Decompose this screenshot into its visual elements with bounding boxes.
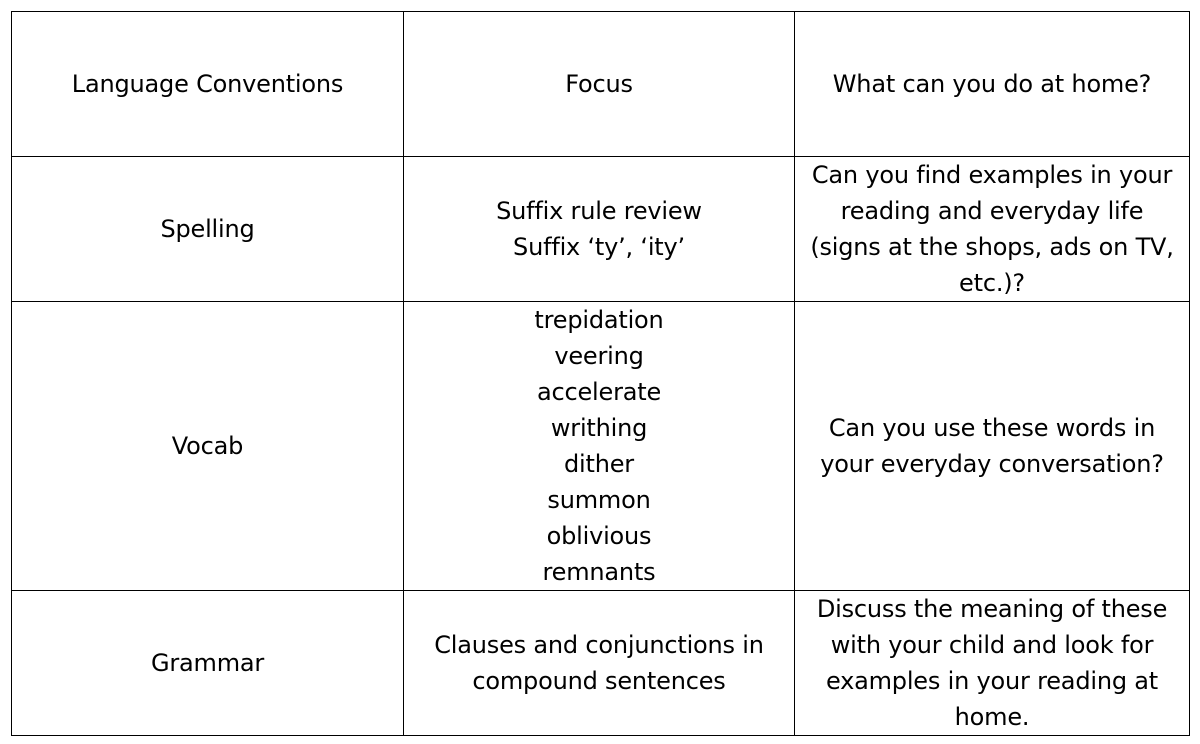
home-line: examples in your reading at — [825, 667, 1159, 695]
focus-line: compound sentences — [472, 667, 726, 695]
convention-cell: Vocab — [12, 302, 404, 591]
home-line: Discuss the meaning of these — [816, 595, 1168, 623]
vocab-word: trepidation — [534, 306, 664, 334]
focus-line: Suffix rule review — [496, 197, 702, 225]
table-row-grammar — [12, 591, 1190, 736]
header-what-can-you-do-at-home: What can you do at home? — [795, 12, 1190, 157]
vocab-word: dither — [564, 450, 634, 478]
vocab-word: accelerate — [536, 378, 662, 406]
focus-cell — [404, 591, 795, 736]
home-activity-cell — [795, 302, 1190, 591]
home-line: your everyday conversation? — [820, 450, 1164, 478]
vocab-word: remnants — [542, 558, 656, 586]
focus-cell — [404, 157, 795, 302]
convention-cell: Spelling — [12, 157, 404, 302]
table-row-spelling — [12, 157, 1190, 302]
home-line: etc.)? — [959, 269, 1025, 297]
home-activity-cell — [795, 157, 1190, 302]
table-row-vocab — [12, 302, 1190, 591]
header-focus: Focus — [404, 12, 795, 157]
home-line: home. — [954, 703, 1030, 731]
home-line: (signs at the shops, ads on TV, — [810, 233, 1174, 261]
home-activity-cell — [795, 591, 1190, 736]
vocab-word: veering — [554, 342, 644, 370]
vocab-word: writhing — [550, 414, 648, 442]
language-conventions-table — [11, 11, 1190, 736]
focus-line: Suffix ‘ty’, ‘ity’ — [513, 233, 685, 261]
convention-cell: Grammar — [12, 591, 404, 736]
table-header-row — [12, 12, 1190, 157]
focus-cell — [404, 302, 795, 591]
vocab-word: summon — [547, 486, 651, 514]
header-language-conventions: Language Conventions — [12, 12, 404, 157]
home-line: Can you find examples in your — [811, 161, 1173, 189]
vocab-word: oblivious — [546, 522, 652, 550]
focus-line: Clauses and conjunctions in — [434, 631, 764, 659]
home-line: with your child and look for — [830, 631, 1154, 659]
home-line: reading and everyday life — [840, 197, 1144, 225]
home-line: Can you use these words in — [828, 414, 1156, 442]
